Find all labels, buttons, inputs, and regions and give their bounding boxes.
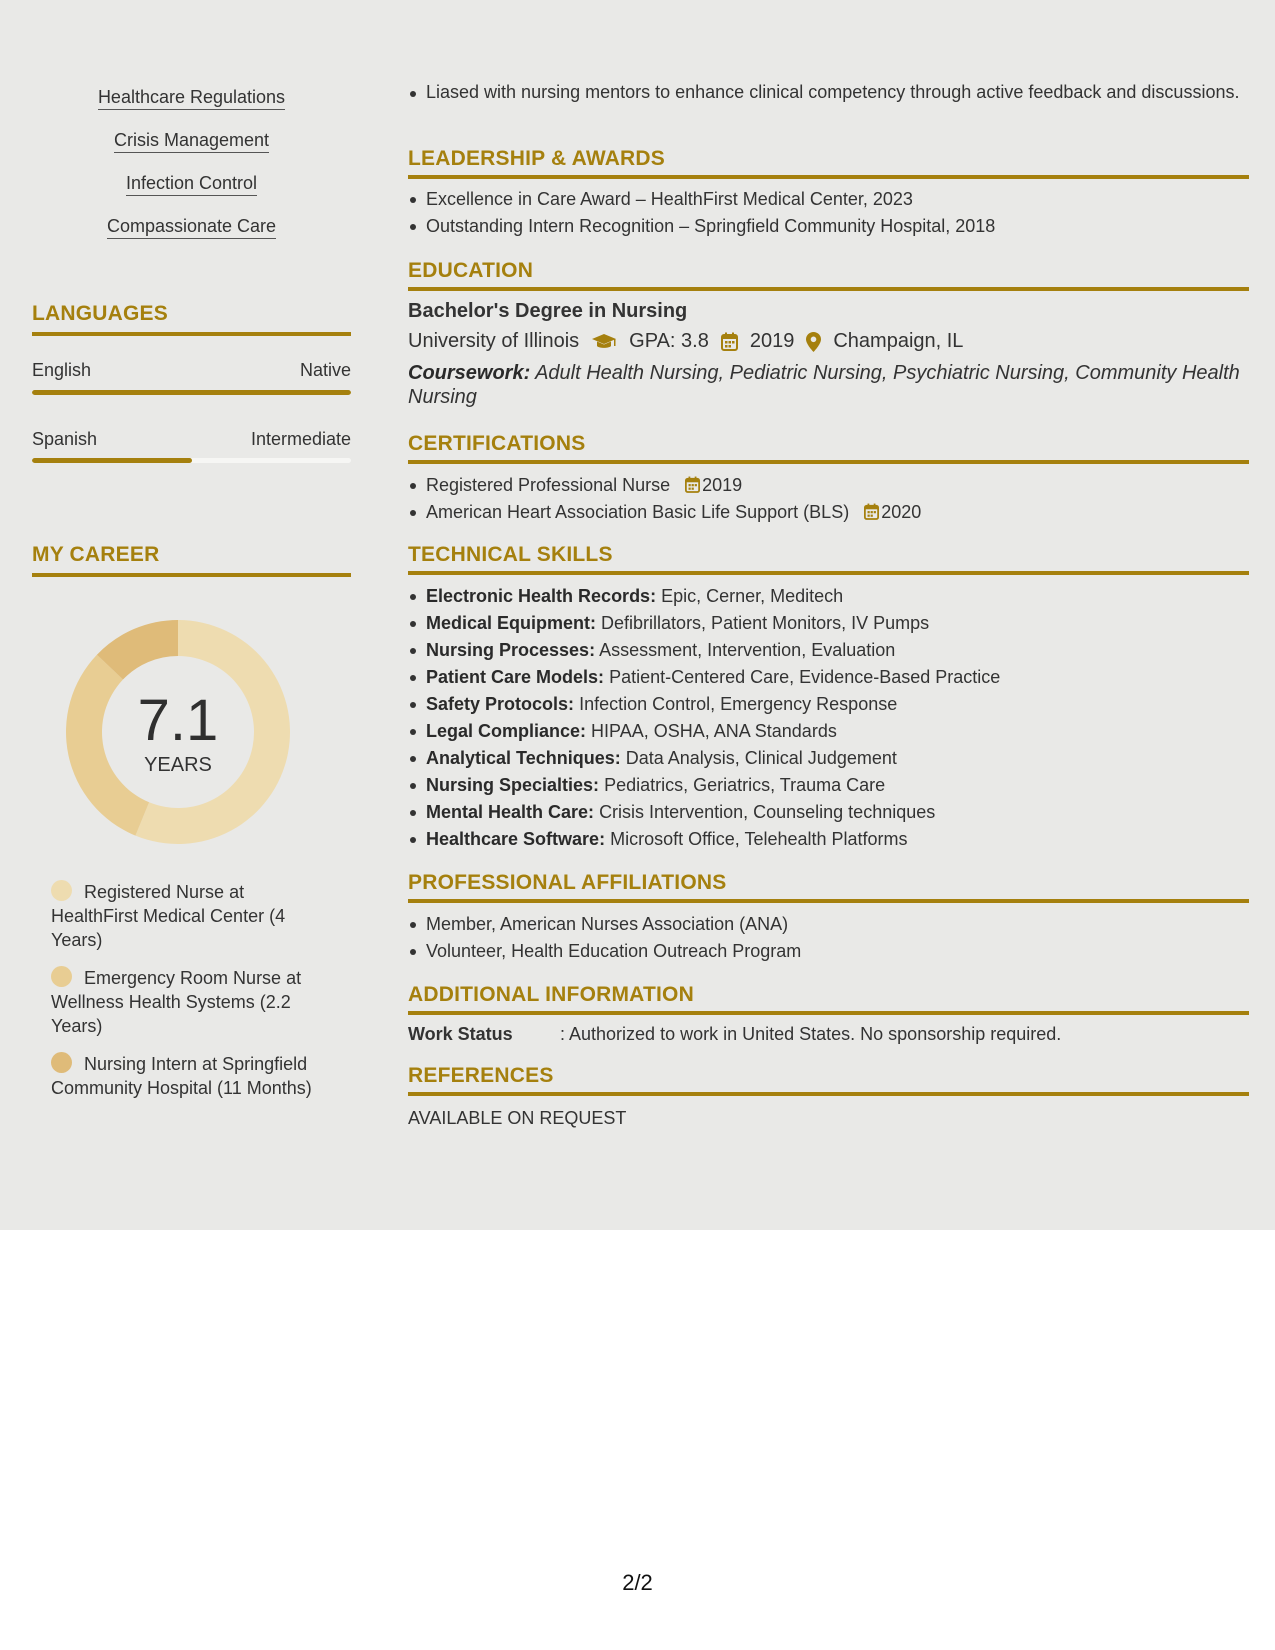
list-item — [408, 718, 1249, 745]
language-name: Spanish — [32, 429, 98, 449]
skill-value: Assessment, Intervention, Evaluation — [599, 640, 896, 660]
skill-tags — [32, 86, 351, 258]
certifications-list — [408, 472, 1249, 526]
skill-label: Medical Equipment: — [426, 613, 597, 633]
skill-value: Microsoft Office, Telehealth Platforms — [610, 829, 908, 849]
page-number: 2/2 — [622, 1570, 653, 1595]
skill-tag: Crisis Management — [114, 129, 269, 153]
technical-skills-heading: TECHNICAL SKILLS — [408, 543, 1249, 575]
language-level: Native — [299, 360, 351, 380]
education-gpa: GPA: 3.8 — [629, 330, 709, 352]
skill-value: HIPAA, OSHA, ANA Standards — [591, 721, 837, 741]
language-bar-spanish — [32, 458, 351, 463]
skill-tag: Infection Control — [126, 172, 257, 196]
skill-label: Nursing Specialties: — [426, 775, 600, 795]
education-location: Champaign, IL — [833, 330, 964, 352]
career-label: Emergency Room Nurse at Wellness Health Systems (2.2 Years) — [51, 968, 302, 1036]
graduation-cap-icon — [591, 333, 617, 351]
career-total-value: 7.1 — [137, 687, 219, 753]
calendar-icon — [685, 476, 700, 493]
language-level: Intermediate — [250, 429, 351, 449]
leadership-heading: LEADERSHIP & AWARDS — [408, 147, 1249, 179]
skill-label: Legal Compliance: — [426, 721, 587, 741]
list-item: Liased with nursing mentors to enhance clinical competency through active feedback and discussions. — [408, 80, 1249, 105]
career-total-unit: YEARS — [144, 753, 212, 776]
coursework-label: Coursework: — [408, 362, 531, 384]
education-coursework — [408, 361, 1249, 409]
legend-dot — [51, 880, 72, 901]
career-donut-chart — [66, 620, 290, 844]
list-item — [408, 472, 1249, 499]
career-label: Nursing Intern at Springfield Community Hospital (11 Months) — [51, 1054, 312, 1098]
list-item: Excellence in Care Award – HealthFirst Medical Center, 2023 — [408, 186, 1249, 213]
language-name: English — [32, 360, 92, 380]
education-meta — [408, 330, 963, 353]
skill-label: Mental Health Care: — [426, 802, 595, 822]
coursework-text: Adult Health Nursing, Pediatric Nursing, Psychiatric Nursing, Community Health Nursing — [408, 362, 1240, 408]
list-item: Member, American Nurses Association (ANA) — [408, 911, 1249, 938]
education-school: University of Illinois — [408, 330, 580, 352]
language-row-spanish — [32, 429, 351, 450]
skill-tag: Compassionate Care — [107, 215, 276, 239]
references-heading: REFERENCES — [408, 1064, 1249, 1096]
list-item — [408, 664, 1249, 691]
career-legend-item — [51, 880, 331, 952]
donut-center — [66, 620, 290, 844]
legend-dot — [51, 966, 72, 987]
certification-name: Registered Professional Nurse — [426, 475, 671, 495]
education-heading: EDUCATION — [408, 259, 1249, 291]
list-item — [408, 499, 1249, 526]
work-status-label: Work Status — [408, 1024, 513, 1044]
skill-value: Crisis Intervention, Counseling techniques — [599, 802, 936, 822]
skill-value: Infection Control, Emergency Response — [579, 694, 898, 714]
skill-label: Analytical Techniques: — [426, 748, 621, 768]
technical-skills-list — [408, 583, 1249, 853]
list-item — [408, 610, 1249, 637]
list-item — [408, 772, 1249, 799]
career-label: Registered Nurse at HealthFirst Medical Center (4 Years) — [51, 882, 286, 950]
skill-value: Pediatrics, Geriatrics, Trauma Care — [604, 775, 886, 795]
list-item — [408, 637, 1249, 664]
affiliations-heading: PROFESSIONAL AFFILIATIONS — [408, 871, 1249, 903]
list-item — [408, 826, 1249, 853]
list-item — [408, 583, 1249, 610]
career-legend-item — [51, 966, 331, 1038]
career-legend-item — [51, 1052, 331, 1100]
list-item: Outstanding Intern Recognition – Springfield Community Hospital, 2018 — [408, 213, 1249, 240]
calendar-icon — [721, 332, 738, 351]
skill-label: Electronic Health Records: — [426, 586, 657, 606]
work-status-value: : Authorized to work in United States. No sponsorship required. — [560, 1024, 1062, 1044]
language-bar-fill — [32, 458, 192, 463]
additional-info-heading: ADDITIONAL INFORMATION — [408, 983, 1249, 1015]
work-status-row — [408, 1024, 1061, 1045]
career-heading: MY CAREER — [32, 543, 351, 577]
legend-dot — [51, 1052, 72, 1073]
skill-label: Healthcare Software: — [426, 829, 606, 849]
certifications-heading: CERTIFICATIONS — [408, 432, 1249, 464]
skill-label: Patient Care Models: — [426, 667, 605, 687]
list-item: Volunteer, Health Education Outreach Program — [408, 938, 1249, 965]
skill-value: Data Analysis, Clinical Judgement — [625, 748, 897, 768]
experience-bullets — [408, 80, 1249, 105]
skill-label: Nursing Processes: — [426, 640, 596, 660]
education-year: 2019 — [749, 330, 795, 352]
education-degree: Bachelor's Degree in Nursing — [408, 300, 688, 322]
affiliations-list — [408, 911, 1249, 965]
list-item — [408, 691, 1249, 718]
skill-value: Defibrillators, Patient Monitors, IV Pumps — [601, 613, 930, 633]
languages-heading: LANGUAGES — [32, 302, 351, 336]
location-pin-icon — [806, 332, 821, 352]
skill-value: Patient-Centered Care, Evidence-Based Practice — [609, 667, 1001, 687]
language-row-english — [32, 360, 351, 381]
skill-tag: Healthcare Regulations — [98, 86, 285, 110]
calendar-icon — [864, 503, 879, 520]
leadership-list — [408, 186, 1249, 240]
certification-name: American Heart Association Basic Life Support (BLS) — [426, 502, 850, 522]
list-item — [408, 799, 1249, 826]
references-text: AVAILABLE ON REQUEST — [408, 1108, 627, 1128]
list-item — [408, 745, 1249, 772]
language-bar-fill — [32, 390, 351, 395]
career-legend — [51, 880, 331, 1114]
certification-year: 2020 — [881, 502, 922, 522]
skill-value: Epic, Cerner, Meditech — [661, 586, 844, 606]
language-bar-english — [32, 390, 351, 395]
certification-year: 2019 — [702, 475, 743, 495]
skill-label: Safety Protocols: — [426, 694, 575, 714]
